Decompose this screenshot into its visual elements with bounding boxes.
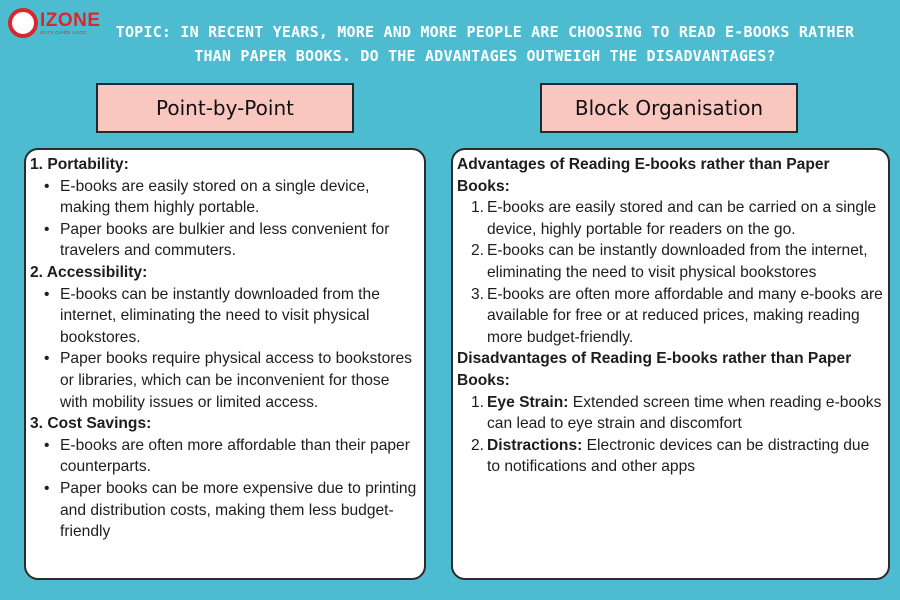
heading-point-by-point: Point-by-Point	[96, 83, 354, 133]
point-by-point-panel	[24, 148, 426, 580]
list-number: 1.	[471, 393, 485, 411]
list-item-text: Paper books can be more expensive due to printing and distribution costs, making them less budget-friendly	[60, 479, 417, 541]
bullet-icon: •	[44, 177, 50, 195]
list-item-text: Paper books are bulkier and less convenient for travelers and commuters.	[60, 220, 390, 260]
list-item	[457, 197, 884, 240]
logo-ring-icon	[8, 8, 38, 38]
bullet-icon: •	[44, 220, 50, 238]
bullet-icon: •	[44, 479, 50, 497]
list-number: 1.	[471, 199, 485, 217]
list-item	[30, 219, 420, 262]
item-label: Distractions:	[487, 436, 583, 454]
list-item	[30, 284, 420, 349]
bullet-icon: •	[44, 350, 50, 368]
list-item	[30, 435, 420, 478]
section-title: 3. Cost Savings:	[30, 415, 152, 433]
logo-subtext: IELTS CHIẾN LƯỢC	[40, 29, 87, 35]
list-item	[457, 240, 884, 283]
item-label: Eye Strain:	[487, 393, 569, 411]
list-item	[457, 284, 884, 349]
logo-text	[40, 11, 101, 36]
block-organisation-panel	[451, 148, 890, 580]
list-item	[457, 435, 884, 478]
section-disadvantages	[457, 348, 884, 478]
section-portability	[30, 154, 420, 262]
section-accessibility	[30, 262, 420, 413]
izone-logo	[8, 8, 101, 38]
section-advantages	[457, 154, 884, 348]
list-number: 2.	[471, 242, 485, 260]
section-title: 2. Accessibility:	[30, 263, 148, 281]
list-item-text: E-books are easily stored and can be carried on a single device, highly portable for readers on the go.	[487, 199, 877, 238]
section-cost-savings	[30, 413, 420, 543]
section-title: Disadvantages of Reading E-books rather than Paper Books:	[457, 350, 852, 389]
section-title: 1. Portability:	[30, 156, 129, 173]
list-number: 2.	[471, 436, 485, 454]
list-item-text: Electronic devices can be distracting due to notifications and other apps	[487, 436, 870, 476]
list-item-text: E-books are often more affordable than their paper counterparts.	[60, 436, 410, 476]
logo-word: IZONE	[40, 9, 101, 31]
list-item-text: Paper books require physical access to bookstores or libraries, which can be inconvenient for those with mobility issues or limited access.	[60, 350, 412, 411]
list-item	[30, 348, 420, 413]
list-item-text: E-books can be instantly downloaded from the internet, eliminating the need to visit physical bookstores	[487, 242, 868, 281]
bullet-icon: •	[44, 285, 50, 303]
topic-title: TOPIC: IN RECENT YEARS, MORE AND MORE PEOPLE ARE CHOOSING TO READ E-BOOKS RATHER THAN PAPER BOOKS. DO THE ADVANTAGES OUTWEIGH THE DISADVANTAGES?	[115, 23, 855, 65]
list-number: 3.	[471, 285, 485, 303]
list-item-text: E-books are often more affordable and many e-books are available for free or at reduced prices, making reading more budget-friendly.	[487, 285, 883, 346]
list-item	[30, 478, 420, 543]
list-item	[30, 176, 420, 219]
heading-block-organisation: Block Organisation	[540, 83, 798, 133]
list-item	[457, 392, 884, 435]
list-item-text: E-books can be instantly downloaded from the internet, eliminating the need to visit physical bookstores.	[60, 285, 380, 346]
section-title: Advantages of Reading E-books rather than Paper Books:	[457, 156, 830, 195]
bullet-icon: •	[44, 436, 50, 454]
list-item-text: E-books are easily stored on a single device, making them highly portable.	[60, 177, 370, 217]
list-item-text: Extended screen time when reading e-books can lead to eye strain and discomfort	[487, 393, 882, 433]
